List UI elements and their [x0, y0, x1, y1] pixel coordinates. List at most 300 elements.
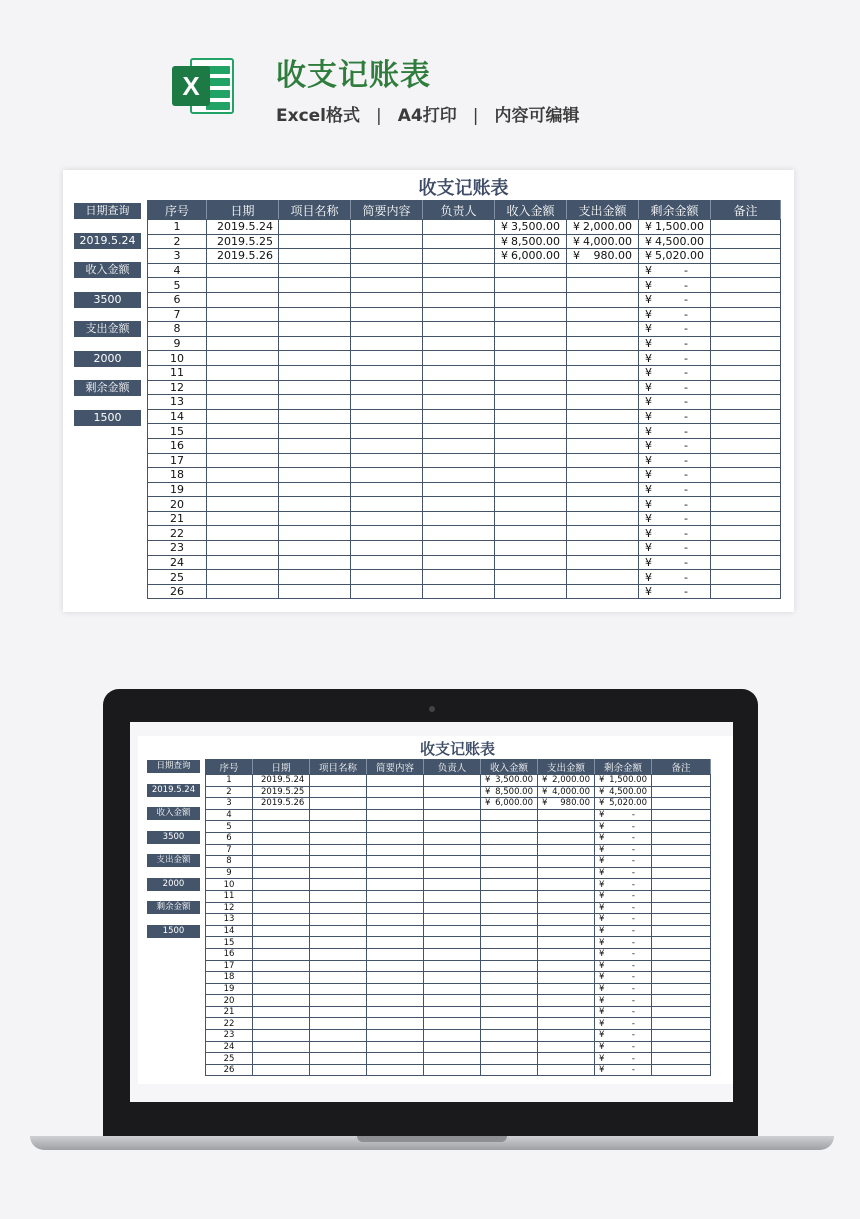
cell-expense[interactable] — [567, 497, 639, 512]
cell-expense[interactable] — [538, 798, 595, 810]
cell-owner[interactable] — [423, 234, 495, 249]
cell-no[interactable]: 24 — [206, 1041, 253, 1053]
cell-owner[interactable] — [424, 914, 481, 926]
cell-owner[interactable] — [424, 972, 481, 984]
cell-balance[interactable] — [595, 925, 652, 937]
cell-summary[interactable] — [367, 1030, 424, 1042]
cell-note[interactable] — [711, 541, 781, 556]
cell-item[interactable] — [279, 220, 351, 235]
cell-expense[interactable] — [538, 1006, 595, 1018]
cell-summary[interactable] — [351, 555, 423, 570]
cell-balance[interactable] — [595, 937, 652, 949]
cell-summary[interactable] — [351, 497, 423, 512]
cell-owner[interactable] — [423, 336, 495, 351]
cell-balance[interactable] — [639, 438, 711, 453]
cell-note[interactable] — [652, 914, 711, 926]
cell-summary[interactable] — [351, 278, 423, 293]
cell-income[interactable] — [481, 1006, 538, 1018]
cell-date[interactable] — [253, 1041, 310, 1053]
cell-expense[interactable] — [538, 1018, 595, 1030]
cell-item[interactable] — [310, 972, 367, 984]
cell-income[interactable] — [495, 497, 567, 512]
cell-income[interactable] — [481, 867, 538, 879]
cell-item[interactable] — [310, 844, 367, 856]
cell-no[interactable]: 23 — [148, 541, 207, 556]
cell-note[interactable] — [652, 1018, 711, 1030]
cell-summary[interactable] — [367, 832, 424, 844]
cell-no[interactable]: 10 — [206, 879, 253, 891]
cell-item[interactable] — [310, 1041, 367, 1053]
cell-no[interactable]: 4 — [206, 809, 253, 821]
cell-item[interactable] — [310, 856, 367, 868]
cell-summary[interactable] — [367, 856, 424, 868]
cell-no[interactable]: 5 — [206, 821, 253, 833]
cell-item[interactable] — [279, 365, 351, 380]
cell-note[interactable] — [652, 786, 711, 798]
cell-date[interactable] — [253, 902, 310, 914]
cell-no[interactable]: 8 — [148, 322, 207, 337]
cell-date[interactable]: 2019.5.26 — [207, 249, 279, 264]
cell-date[interactable] — [207, 292, 279, 307]
cell-balance[interactable] — [639, 570, 711, 585]
cell-no[interactable]: 12 — [206, 902, 253, 914]
cell-no[interactable]: 14 — [206, 925, 253, 937]
cell-expense[interactable] — [538, 1030, 595, 1042]
cell-income[interactable] — [495, 570, 567, 585]
column-header[interactable]: 支出金额 — [538, 760, 595, 775]
cell-no[interactable]: 16 — [148, 438, 207, 453]
cell-no[interactable]: 5 — [148, 278, 207, 293]
cell-no[interactable]: 17 — [148, 453, 207, 468]
cell-owner[interactable] — [423, 438, 495, 453]
cell-income[interactable] — [495, 409, 567, 424]
cell-summary[interactable] — [351, 482, 423, 497]
cell-owner[interactable] — [423, 497, 495, 512]
cell-summary[interactable] — [367, 1006, 424, 1018]
cell-income[interactable] — [481, 948, 538, 960]
cell-income[interactable] — [481, 856, 538, 868]
cell-note[interactable] — [711, 424, 781, 439]
cell-balance[interactable] — [595, 972, 652, 984]
cell-no[interactable]: 19 — [206, 983, 253, 995]
cell-owner[interactable] — [423, 482, 495, 497]
cell-note[interactable] — [652, 832, 711, 844]
cell-item[interactable] — [279, 249, 351, 264]
cell-item[interactable] — [310, 890, 367, 902]
cell-date[interactable] — [207, 555, 279, 570]
cell-income[interactable] — [481, 902, 538, 914]
cell-note[interactable] — [652, 960, 711, 972]
cell-balance[interactable] — [595, 786, 652, 798]
cell-note[interactable] — [652, 1006, 711, 1018]
cell-owner[interactable] — [423, 526, 495, 541]
cell-summary[interactable] — [351, 526, 423, 541]
cell-summary[interactable] — [367, 798, 424, 810]
cell-summary[interactable] — [367, 786, 424, 798]
cell-balance[interactable] — [639, 497, 711, 512]
cell-note[interactable] — [711, 497, 781, 512]
cell-expense[interactable] — [567, 541, 639, 556]
side-value[interactable]: 3500 — [147, 831, 200, 844]
cell-expense[interactable] — [538, 925, 595, 937]
cell-owner[interactable] — [424, 1018, 481, 1030]
cell-no[interactable]: 3 — [206, 798, 253, 810]
cell-expense[interactable] — [538, 1064, 595, 1076]
cell-summary[interactable] — [367, 775, 424, 787]
cell-date[interactable] — [207, 263, 279, 278]
cell-date[interactable] — [253, 1030, 310, 1042]
cell-summary[interactable] — [367, 809, 424, 821]
cell-note[interactable] — [711, 278, 781, 293]
cell-owner[interactable] — [423, 249, 495, 264]
cell-summary[interactable] — [351, 541, 423, 556]
cell-no[interactable]: 6 — [148, 292, 207, 307]
cell-no[interactable]: 23 — [206, 1030, 253, 1042]
cell-note[interactable] — [711, 380, 781, 395]
cell-expense[interactable] — [567, 526, 639, 541]
column-header[interactable]: 项目名称 — [310, 760, 367, 775]
cell-income[interactable] — [481, 1064, 538, 1076]
cell-date[interactable]: 2019.5.24 — [253, 775, 310, 787]
cell-balance[interactable] — [639, 555, 711, 570]
cell-no[interactable]: 22 — [148, 526, 207, 541]
cell-income[interactable] — [495, 541, 567, 556]
cell-no[interactable]: 13 — [148, 395, 207, 410]
cell-date[interactable]: 2019.5.25 — [207, 234, 279, 249]
cell-note[interactable] — [711, 322, 781, 337]
cell-note[interactable] — [711, 249, 781, 264]
cell-item[interactable] — [279, 541, 351, 556]
cell-owner[interactable] — [424, 775, 481, 787]
cell-summary[interactable] — [351, 468, 423, 483]
cell-date[interactable] — [253, 1018, 310, 1030]
cell-no[interactable]: 22 — [206, 1018, 253, 1030]
cell-owner[interactable] — [424, 821, 481, 833]
cell-owner[interactable] — [423, 380, 495, 395]
cell-income[interactable] — [495, 424, 567, 439]
side-value[interactable]: 1500 — [74, 410, 141, 426]
cell-owner[interactable] — [423, 292, 495, 307]
cell-date[interactable] — [207, 497, 279, 512]
cell-note[interactable] — [652, 948, 711, 960]
cell-owner[interactable] — [424, 1064, 481, 1076]
cell-no[interactable]: 18 — [148, 468, 207, 483]
cell-date[interactable] — [253, 960, 310, 972]
cell-expense[interactable] — [567, 278, 639, 293]
cell-date[interactable] — [253, 914, 310, 926]
cell-income[interactable] — [495, 249, 567, 264]
cell-item[interactable] — [279, 511, 351, 526]
cell-income[interactable] — [481, 983, 538, 995]
cell-note[interactable] — [711, 409, 781, 424]
cell-expense[interactable] — [567, 395, 639, 410]
cell-income[interactable] — [481, 995, 538, 1007]
cell-item[interactable] — [279, 526, 351, 541]
cell-no[interactable]: 25 — [148, 570, 207, 585]
column-header[interactable]: 备注 — [711, 201, 781, 220]
cell-no[interactable]: 11 — [148, 365, 207, 380]
cell-income[interactable] — [495, 511, 567, 526]
cell-balance[interactable] — [595, 879, 652, 891]
cell-item[interactable] — [310, 867, 367, 879]
cell-note[interactable] — [652, 856, 711, 868]
cell-owner[interactable] — [424, 844, 481, 856]
cell-owner[interactable] — [423, 278, 495, 293]
cell-note[interactable] — [652, 821, 711, 833]
cell-balance[interactable] — [595, 948, 652, 960]
cell-expense[interactable] — [567, 249, 639, 264]
cell-note[interactable] — [711, 526, 781, 541]
column-header[interactable]: 剩余金额 — [639, 201, 711, 220]
cell-expense[interactable] — [538, 809, 595, 821]
cell-expense[interactable] — [538, 856, 595, 868]
cell-note[interactable] — [652, 867, 711, 879]
cell-owner[interactable] — [424, 832, 481, 844]
cell-date[interactable] — [253, 867, 310, 879]
cell-no[interactable]: 2 — [206, 786, 253, 798]
cell-note[interactable] — [652, 890, 711, 902]
cell-balance[interactable] — [595, 832, 652, 844]
cell-balance[interactable] — [595, 1053, 652, 1065]
cell-income[interactable] — [481, 914, 538, 926]
cell-summary[interactable] — [351, 365, 423, 380]
cell-income[interactable] — [495, 220, 567, 235]
cell-income[interactable] — [495, 482, 567, 497]
cell-owner[interactable] — [424, 995, 481, 1007]
cell-date[interactable]: 2019.5.26 — [253, 798, 310, 810]
cell-owner[interactable] — [423, 307, 495, 322]
cell-income[interactable] — [481, 809, 538, 821]
cell-item[interactable] — [310, 960, 367, 972]
cell-income[interactable] — [481, 798, 538, 810]
cell-expense[interactable] — [538, 867, 595, 879]
cell-balance[interactable] — [595, 821, 652, 833]
cell-balance[interactable] — [639, 220, 711, 235]
cell-note[interactable] — [711, 307, 781, 322]
cell-no[interactable]: 21 — [206, 1006, 253, 1018]
cell-owner[interactable] — [424, 1053, 481, 1065]
cell-date[interactable] — [253, 1053, 310, 1065]
cell-no[interactable]: 10 — [148, 351, 207, 366]
cell-summary[interactable] — [351, 380, 423, 395]
cell-item[interactable] — [310, 925, 367, 937]
cell-note[interactable] — [711, 453, 781, 468]
cell-balance[interactable] — [639, 380, 711, 395]
cell-no[interactable]: 26 — [148, 584, 207, 599]
cell-date[interactable] — [253, 925, 310, 937]
cell-item[interactable] — [310, 902, 367, 914]
cell-owner[interactable] — [424, 786, 481, 798]
cell-expense[interactable] — [567, 438, 639, 453]
cell-date[interactable] — [253, 809, 310, 821]
side-value[interactable]: 2019.5.24 — [74, 233, 141, 249]
cell-expense[interactable] — [538, 844, 595, 856]
cell-date[interactable] — [207, 511, 279, 526]
cell-balance[interactable] — [639, 234, 711, 249]
cell-balance[interactable] — [595, 856, 652, 868]
cell-owner[interactable] — [423, 584, 495, 599]
cell-summary[interactable] — [367, 983, 424, 995]
cell-balance[interactable] — [595, 890, 652, 902]
cell-income[interactable] — [495, 292, 567, 307]
cell-note[interactable] — [652, 844, 711, 856]
cell-no[interactable]: 16 — [206, 948, 253, 960]
cell-summary[interactable] — [367, 937, 424, 949]
cell-income[interactable] — [495, 234, 567, 249]
cell-owner[interactable] — [424, 937, 481, 949]
cell-no[interactable]: 2 — [148, 234, 207, 249]
cell-item[interactable] — [279, 468, 351, 483]
cell-note[interactable] — [711, 336, 781, 351]
cell-owner[interactable] — [423, 570, 495, 585]
cell-expense[interactable] — [567, 292, 639, 307]
cell-summary[interactable] — [351, 234, 423, 249]
cell-balance[interactable] — [639, 336, 711, 351]
cell-expense[interactable] — [567, 468, 639, 483]
cell-date[interactable] — [207, 526, 279, 541]
cell-summary[interactable] — [367, 844, 424, 856]
cell-no[interactable]: 13 — [206, 914, 253, 926]
cell-income[interactable] — [495, 322, 567, 337]
cell-summary[interactable] — [367, 972, 424, 984]
side-value[interactable]: 3500 — [74, 292, 141, 308]
cell-date[interactable] — [253, 1006, 310, 1018]
cell-no[interactable]: 17 — [206, 960, 253, 972]
cell-income[interactable] — [481, 844, 538, 856]
cell-item[interactable] — [310, 775, 367, 787]
cell-balance[interactable] — [639, 409, 711, 424]
cell-note[interactable] — [652, 972, 711, 984]
cell-item[interactable] — [310, 983, 367, 995]
cell-summary[interactable] — [367, 867, 424, 879]
cell-item[interactable] — [310, 809, 367, 821]
cell-balance[interactable] — [595, 867, 652, 879]
cell-date[interactable] — [207, 570, 279, 585]
cell-summary[interactable] — [351, 307, 423, 322]
cell-owner[interactable] — [423, 365, 495, 380]
cell-no[interactable]: 21 — [148, 511, 207, 526]
cell-income[interactable] — [495, 555, 567, 570]
cell-summary[interactable] — [367, 1053, 424, 1065]
cell-date[interactable] — [207, 482, 279, 497]
cell-note[interactable] — [652, 1030, 711, 1042]
cell-note[interactable] — [652, 1041, 711, 1053]
cell-expense[interactable] — [538, 1053, 595, 1065]
side-value[interactable]: 2019.5.24 — [147, 784, 200, 797]
cell-balance[interactable] — [639, 249, 711, 264]
cell-summary[interactable] — [351, 570, 423, 585]
cell-income[interactable] — [495, 526, 567, 541]
cell-no[interactable]: 7 — [148, 307, 207, 322]
cell-item[interactable] — [279, 395, 351, 410]
cell-note[interactable] — [652, 1064, 711, 1076]
cell-date[interactable] — [207, 365, 279, 380]
cell-item[interactable] — [279, 482, 351, 497]
cell-expense[interactable] — [567, 336, 639, 351]
cell-expense[interactable] — [538, 821, 595, 833]
column-header[interactable]: 剩余金额 — [595, 760, 652, 775]
cell-date[interactable] — [253, 832, 310, 844]
cell-no[interactable]: 26 — [206, 1064, 253, 1076]
column-header[interactable]: 负责人 — [423, 201, 495, 220]
cell-no[interactable]: 20 — [206, 995, 253, 1007]
cell-balance[interactable] — [639, 511, 711, 526]
cell-income[interactable] — [481, 1053, 538, 1065]
cell-note[interactable] — [652, 995, 711, 1007]
cell-no[interactable]: 9 — [206, 867, 253, 879]
cell-note[interactable] — [652, 937, 711, 949]
cell-income[interactable] — [495, 468, 567, 483]
cell-item[interactable] — [279, 453, 351, 468]
cell-summary[interactable] — [351, 263, 423, 278]
cell-item[interactable] — [310, 948, 367, 960]
cell-summary[interactable] — [367, 948, 424, 960]
column-header[interactable]: 项目名称 — [279, 201, 351, 220]
column-header[interactable]: 日期 — [253, 760, 310, 775]
cell-owner[interactable] — [424, 1030, 481, 1042]
cell-summary[interactable] — [367, 1041, 424, 1053]
cell-owner[interactable] — [423, 322, 495, 337]
cell-item[interactable] — [310, 798, 367, 810]
cell-note[interactable] — [711, 468, 781, 483]
cell-item[interactable] — [279, 424, 351, 439]
cell-date[interactable] — [253, 948, 310, 960]
cell-owner[interactable] — [424, 902, 481, 914]
side-value[interactable]: 1500 — [147, 925, 200, 938]
cell-no[interactable]: 4 — [148, 263, 207, 278]
cell-expense[interactable] — [567, 570, 639, 585]
cell-date[interactable] — [207, 409, 279, 424]
cell-note[interactable] — [711, 511, 781, 526]
cell-item[interactable] — [279, 234, 351, 249]
cell-expense[interactable] — [567, 453, 639, 468]
side-value[interactable]: 2000 — [74, 351, 141, 367]
cell-summary[interactable] — [367, 925, 424, 937]
cell-item[interactable] — [279, 555, 351, 570]
cell-item[interactable] — [310, 914, 367, 926]
cell-note[interactable] — [711, 395, 781, 410]
cell-income[interactable] — [481, 1041, 538, 1053]
cell-date[interactable] — [207, 322, 279, 337]
cell-date[interactable] — [207, 468, 279, 483]
cell-note[interactable] — [711, 351, 781, 366]
cell-balance[interactable] — [639, 263, 711, 278]
cell-income[interactable] — [481, 1018, 538, 1030]
cell-expense[interactable] — [567, 322, 639, 337]
cell-expense[interactable] — [567, 380, 639, 395]
cell-item[interactable] — [279, 307, 351, 322]
cell-owner[interactable] — [424, 1006, 481, 1018]
cell-note[interactable] — [711, 570, 781, 585]
cell-expense[interactable] — [538, 948, 595, 960]
cell-owner[interactable] — [424, 983, 481, 995]
cell-date[interactable] — [253, 890, 310, 902]
cell-income[interactable] — [495, 278, 567, 293]
cell-income[interactable] — [481, 972, 538, 984]
cell-balance[interactable] — [639, 395, 711, 410]
cell-no[interactable]: 14 — [148, 409, 207, 424]
cell-summary[interactable] — [351, 395, 423, 410]
cell-expense[interactable] — [567, 584, 639, 599]
cell-item[interactable] — [279, 570, 351, 585]
cell-balance[interactable] — [595, 1041, 652, 1053]
cell-expense[interactable] — [538, 775, 595, 787]
cell-no[interactable]: 9 — [148, 336, 207, 351]
cell-owner[interactable] — [424, 867, 481, 879]
cell-summary[interactable] — [351, 409, 423, 424]
cell-owner[interactable] — [423, 395, 495, 410]
cell-owner[interactable] — [424, 879, 481, 891]
